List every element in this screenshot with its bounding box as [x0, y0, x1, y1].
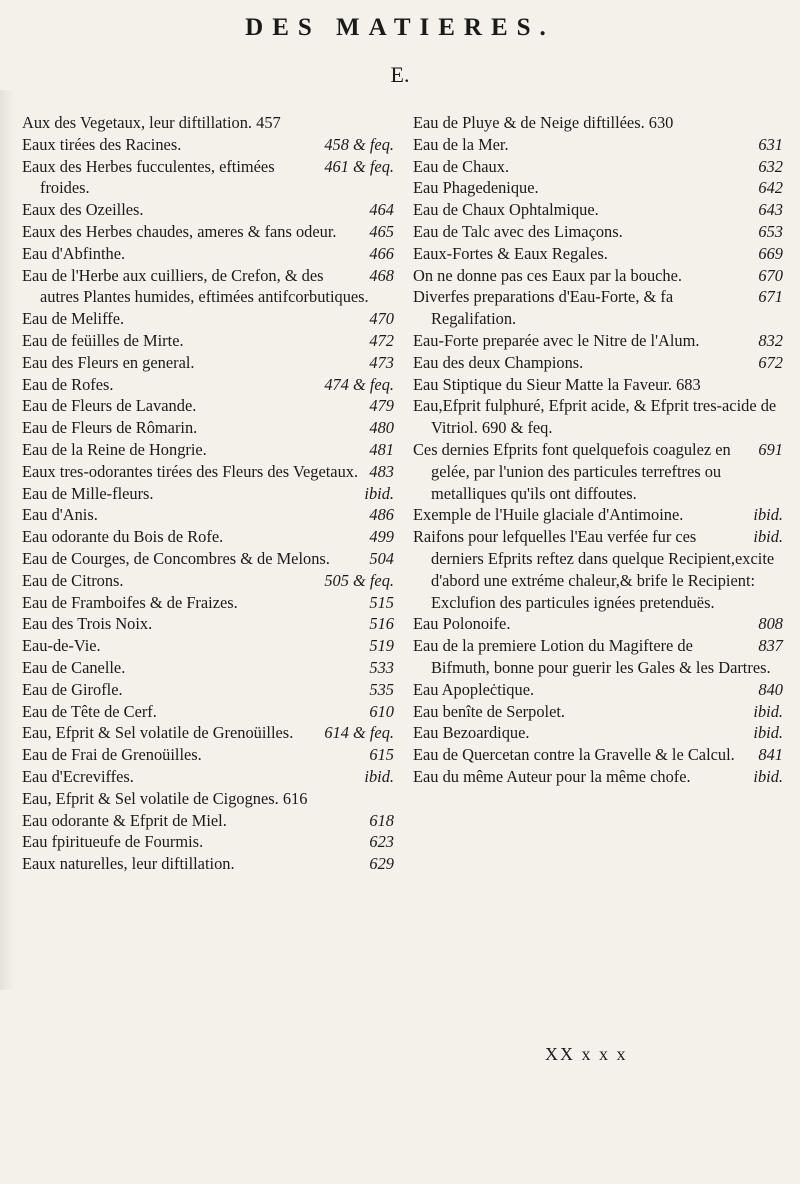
- index-entry: [22, 352, 394, 374]
- index-entry: [22, 744, 394, 766]
- index-entry: [22, 221, 394, 243]
- entry-text: Eaux tres-odorantes tirées des Fleurs des Vegetaux.: [22, 461, 359, 481]
- entry-text: Eau benîte de Serpolet.: [413, 701, 566, 721]
- index-entry: [413, 265, 783, 287]
- entry-page-ref: 535: [369, 679, 394, 699]
- right-column: [413, 112, 783, 788]
- index-entry: [22, 657, 394, 679]
- entry-page-ref: ibid.: [753, 527, 783, 547]
- entry-page-ref: 468: [369, 265, 394, 285]
- entry-text: Eau de Framboifes & de Fraizes.: [22, 592, 238, 612]
- entry-text: Eau, Efprit & Sel volatile de Grenoüilles.: [22, 723, 294, 743]
- index-entry: [413, 112, 783, 134]
- catchword: XX x x x: [545, 1044, 628, 1064]
- entry-page-ref: 474 & feq.: [324, 374, 394, 394]
- index-entry: [413, 722, 783, 744]
- entry-text: Eau fpiritueufe de Fourmis.: [22, 832, 204, 852]
- index-entry: [22, 526, 394, 548]
- entry-text: Eau de la premiere Lotion du Magiftere de Bifmuth, bonne pour guerir les Gales & les Dartres.: [413, 636, 771, 677]
- index-entry: [22, 592, 394, 614]
- entry-text: Eau de Canelle.: [22, 657, 126, 677]
- entry-text: Eau de Fleurs de Rômarin.: [22, 418, 198, 438]
- entry-page-ref: 473: [369, 352, 394, 372]
- index-entry: [22, 134, 394, 156]
- entry-page-ref: 632: [758, 156, 783, 176]
- index-entry: [22, 701, 394, 723]
- entry-text: Ces dernies Efprits font quelquefois coagulez en gelée, par l'union des particules terreftres ou metalliques qu'ils ont diffoutes.: [413, 439, 731, 503]
- index-entry: [413, 701, 783, 723]
- entry-text: Eau de Girofle.: [22, 679, 123, 699]
- entry-text: Eau de feüilles de Mirte.: [22, 330, 184, 350]
- index-entry: [22, 112, 394, 134]
- entry-text: Eau des Trois Noix.: [22, 614, 153, 634]
- entry-page-ref: ibid.: [753, 505, 783, 525]
- entry-page-ref: 623: [369, 832, 394, 852]
- index-entry: [413, 439, 783, 504]
- entry-text: On ne donne pas ces Eaux par la bouche.: [413, 265, 682, 285]
- entry-page-ref: 629: [369, 854, 394, 874]
- entry-page-ref: 614 & feq.: [324, 723, 394, 743]
- index-entry: [413, 177, 783, 199]
- index-entry: [413, 243, 783, 265]
- index-entry: [22, 613, 394, 635]
- entry-text: Eau,Efprit fulphuré, Efprit acide, & Efprit tres-acide de Vitriol. 690 & feq.: [413, 396, 777, 438]
- index-entry: [22, 199, 394, 221]
- entry-text: Eau de Mille-fleurs.: [22, 483, 154, 503]
- entry-text: Eau de Fleurs de Lavande.: [22, 396, 197, 416]
- entry-text: Raifons pour lefquelles l'Eau verfée fur ces derniers Efprits reftez dans quelque Recipient,excite d'abord une extréme chaleur,& brife le Recipient: Exclufion des particules ignées pretenduës.: [413, 527, 775, 612]
- entry-text: Eau Phagedenique.: [413, 178, 539, 198]
- entry-text: Eau de Frai de Grenoüilles.: [22, 745, 202, 765]
- index-entry: [22, 156, 394, 200]
- index-entry: [22, 788, 394, 810]
- entry-text: Eau Bezoardique.: [413, 723, 530, 743]
- entry-page-ref: 653: [758, 221, 783, 241]
- entry-page-ref: 837: [758, 636, 783, 656]
- index-entry: [413, 286, 783, 330]
- index-entry: [413, 352, 783, 374]
- index-entry: [413, 635, 783, 679]
- entry-page-ref: 481: [369, 439, 394, 459]
- entry-page-ref: ibid.: [753, 723, 783, 743]
- index-entry: [22, 439, 394, 461]
- index-entry: [22, 417, 394, 439]
- entry-page-ref: ibid.: [753, 766, 783, 786]
- index-entry: [413, 221, 783, 243]
- entry-text: Eau des Fleurs en general.: [22, 352, 195, 372]
- entry-text: Eau de Chaux.: [413, 156, 510, 176]
- index-entry: [22, 504, 394, 526]
- left-column: [22, 112, 394, 875]
- entry-text: Eau odorante & Efprit de Miel.: [22, 810, 227, 830]
- entry-page-ref: 499: [369, 527, 394, 547]
- entry-page-ref: 472: [369, 330, 394, 350]
- entry-page-ref: 519: [369, 636, 394, 656]
- entry-page-ref: 808: [758, 614, 783, 634]
- index-entry: [413, 374, 783, 396]
- entry-text: Eau-de-Vie.: [22, 636, 101, 656]
- entry-text: Eau de la Reine de Hongrie.: [22, 439, 207, 459]
- index-entry: [22, 635, 394, 657]
- index-entry: [413, 526, 783, 613]
- entry-text: Eau de Pluye & de Neige diftillées. 630: [413, 113, 674, 132]
- index-entry: [22, 395, 394, 417]
- entry-page-ref: 672: [758, 352, 783, 372]
- index-entry: [22, 243, 394, 265]
- entry-page-ref: ibid.: [753, 701, 783, 721]
- entry-page-ref: 631: [758, 134, 783, 154]
- entry-page-ref: 479: [369, 396, 394, 416]
- index-entry: [22, 374, 394, 396]
- index-entry: [413, 504, 783, 526]
- page-gutter-shadow: [0, 90, 14, 990]
- index-entry: [22, 265, 394, 309]
- index-entry: [22, 308, 394, 330]
- entry-page-ref: 832: [758, 330, 783, 350]
- index-entry: [22, 810, 394, 832]
- index-entry: [413, 395, 783, 439]
- entry-text: Eau de Courges, de Concombres & de Melons.: [22, 548, 330, 568]
- entry-page-ref: ibid.: [364, 483, 394, 503]
- index-entry: [22, 853, 394, 875]
- entry-text: Eau de Chaux Ophtalmique.: [413, 200, 599, 220]
- entry-text: Eau d'Anis.: [22, 505, 98, 525]
- entry-page-ref: 670: [758, 265, 783, 285]
- entry-text: Eaux-Fortes & Eaux Regales.: [413, 243, 608, 263]
- entry-page-ref: 458 & feq.: [324, 134, 394, 154]
- entry-text: Eau de Quercetan contre la Gravelle & le Calcul.: [413, 745, 735, 765]
- index-entry: [413, 199, 783, 221]
- entry-page-ref: ibid.: [364, 766, 394, 786]
- index-entry: [22, 548, 394, 570]
- entry-page-ref: 505 & feq.: [324, 570, 394, 590]
- entry-text: Eaux naturelles, leur diftillation.: [22, 854, 235, 874]
- index-entry: [22, 483, 394, 505]
- entry-page-ref: 504: [369, 548, 394, 568]
- entry-text: Eaux des Ozeilles.: [22, 200, 144, 220]
- index-entry: [22, 570, 394, 592]
- entry-text: Eaux tirées des Racines.: [22, 134, 182, 154]
- entry-page-ref: 466: [369, 243, 394, 263]
- entry-text: Eau Apopleċtique.: [413, 679, 535, 699]
- entry-text: Eau de l'Herbe aux cuilliers, de Crefon, & des autres Plantes humides, eftimées antifcorbutiques.: [22, 265, 369, 307]
- entry-text: Eau de Meliffe.: [22, 309, 125, 329]
- index-entry: [413, 744, 783, 766]
- entry-page-ref: 840: [758, 679, 783, 699]
- entry-text: Eau du même Auteur pour la même chofe.: [413, 766, 691, 786]
- entry-text: Eau d'Abfinthe.: [22, 243, 126, 263]
- entry-page-ref: 669: [758, 243, 783, 263]
- entry-page-ref: 610: [369, 701, 394, 721]
- index-entry: [413, 613, 783, 635]
- index-entry: [22, 831, 394, 853]
- entry-text: Eau Polonoife.: [413, 614, 511, 634]
- index-entry: [413, 156, 783, 178]
- index-entry: [22, 722, 394, 744]
- entry-page-ref: 470: [369, 309, 394, 329]
- entry-page-ref: 643: [758, 200, 783, 220]
- entry-text: Diverfes preparations d'Eau-Forte, & fa Regalifation.: [413, 287, 674, 329]
- entry-page-ref: 483: [369, 461, 394, 481]
- entry-text: Eaux des Herbes fucculentes, eftimées froides.: [22, 156, 275, 198]
- entry-page-ref: 533: [369, 657, 394, 677]
- running-head: DES MATIERES.: [245, 14, 555, 41]
- entry-text: Eau des deux Champions.: [413, 352, 584, 372]
- entry-text: Eau d'Ecreviffes.: [22, 766, 134, 786]
- entry-text: Eau de Tête de Cerf.: [22, 701, 157, 721]
- entry-page-ref: 486: [369, 505, 394, 525]
- entry-text: Aux des Vegetaux, leur diftillation. 457: [22, 113, 281, 132]
- entry-text: Exemple de l'Huile glaciale d'Antimoine.: [413, 505, 684, 525]
- entry-page-ref: 461 & feq.: [324, 156, 394, 176]
- entry-page-ref: 615: [369, 745, 394, 765]
- section-letter: E.: [390, 62, 410, 87]
- entry-page-ref: 671: [758, 287, 783, 307]
- entry-text: Eau de Citrons.: [22, 570, 124, 590]
- entry-page-ref: 618: [369, 810, 394, 830]
- index-entry: [413, 766, 783, 788]
- entry-page-ref: 642: [758, 178, 783, 198]
- entry-text: Eau odorante du Bois de Rofe.: [22, 527, 224, 547]
- entry-text: Eau, Efprit & Sel volatile de Cigognes. 616: [22, 788, 308, 808]
- index-entry: [413, 330, 783, 352]
- index-entry: [413, 134, 783, 156]
- entry-page-ref: 515: [369, 592, 394, 612]
- index-entry: [22, 461, 394, 483]
- index-entry: [22, 766, 394, 788]
- entry-text: Eau de Talc avec des Limaçons.: [413, 221, 623, 241]
- entry-page-ref: 516: [369, 614, 394, 634]
- entry-text: Eau de Rofes.: [22, 374, 114, 394]
- entry-page-ref: 841: [758, 745, 783, 765]
- entry-text: Eau Stiptique du Sieur Matte la Faveur. 683: [413, 374, 701, 394]
- entry-page-ref: 480: [369, 418, 394, 438]
- index-entry: [22, 679, 394, 701]
- index-entry: [22, 330, 394, 352]
- index-entry: [413, 679, 783, 701]
- entry-page-ref: 464: [369, 200, 394, 220]
- entry-text: Eau-Forte preparée avec le Nitre de l'Alum.: [413, 330, 700, 350]
- entry-page-ref: 465: [369, 221, 394, 241]
- entry-text: Eau de la Mer.: [413, 134, 509, 154]
- entry-text: Eaux des Herbes chaudes, ameres & fans odeur.: [22, 221, 337, 241]
- entry-page-ref: 691: [758, 439, 783, 459]
